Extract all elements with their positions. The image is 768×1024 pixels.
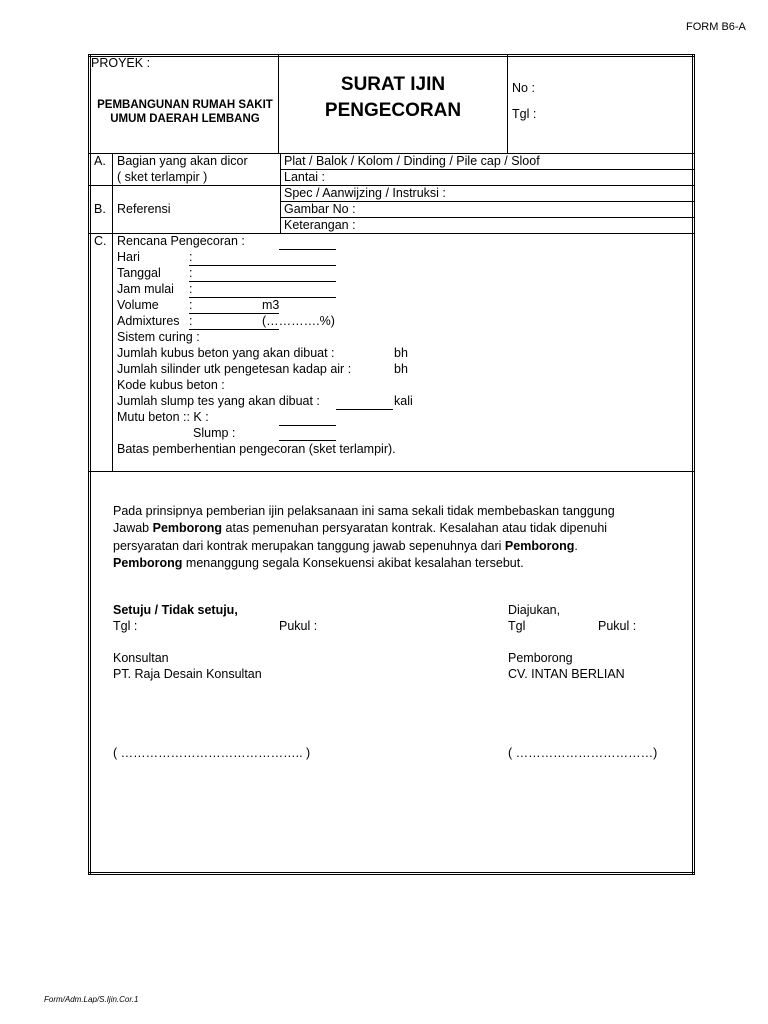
pemborong-company: CV. INTAN BERLIAN — [508, 667, 625, 681]
rencana-label: Rencana Pengecoran : — [117, 234, 245, 248]
pukul-left-label: Pukul : — [279, 619, 318, 633]
slump-tes-line — [336, 409, 393, 410]
volume-unit: m3 — [262, 298, 280, 312]
hari-line — [189, 265, 336, 266]
kubus-unit: bh — [394, 346, 408, 360]
slump-tes-label: Jumlah slump tes yang akan dibuat : — [117, 394, 320, 408]
tgl-field-label: Tgl : — [512, 107, 537, 121]
signature-right: ( ……………………………) — [508, 746, 658, 760]
tanggal-label: Tanggal — [117, 266, 161, 280]
silinder-unit: bh — [394, 362, 408, 376]
mutu-beton-label: Mutu beton :: K : — [117, 410, 209, 424]
section-a-letter: A. — [94, 154, 106, 168]
gambar-field: Gambar No : — [284, 202, 356, 216]
kubus-label: Jumlah kubus beton yang akan dibuat : — [117, 346, 335, 360]
diajukan-label: Diajukan, — [508, 603, 561, 617]
slump-line — [279, 440, 336, 441]
project-name: PEMBANGUNAN RUMAH SAKIT UMUM DAERAH LEMBANG — [97, 99, 273, 125]
statement-line-4: Pemborong menanggung segala Konsekuensi akibat kesalahan tersebut. — [113, 556, 524, 570]
hari-label: Hari — [117, 250, 140, 264]
tgl-right-label: Tgl — [508, 619, 526, 633]
spec-field: Spec / Aanwijzing / Instruksi : — [284, 186, 446, 200]
konsultan-company: PT. Raja Desain Konsultan — [113, 667, 262, 681]
admixtures-line — [189, 329, 279, 330]
footer-code: Form/Adm.Lap/S.Ijin.Cor.1 — [44, 995, 139, 1004]
jam-label: Jam mulai — [117, 282, 174, 296]
statement-line-3: persyaratan dari kontrak merupakan tanggung jawab sepenuhnya dari Pemborong. — [113, 539, 578, 553]
section-a-note: ( sket terlampir ) — [117, 170, 208, 184]
admixtures-percent: (………….%) — [262, 314, 335, 328]
volume-colon: : — [189, 298, 193, 312]
setuju-label: Setuju / Tidak setuju, — [113, 603, 238, 617]
slump-tes-unit: kali — [394, 394, 413, 408]
admixtures-colon: : — [189, 314, 193, 328]
pemborong-label: Pemborong — [508, 651, 573, 665]
section-a-label: Bagian yang akan dicor — [117, 154, 248, 168]
silinder-label: Jumlah silinder utk pengetesan kadap air : — [117, 362, 352, 376]
statement-line-2: Jawab Pemborong atas pemenuhan persyaratan kontrak. Kesalahan atau tidak dipenuhi — [113, 521, 608, 535]
section-b-label: Referensi — [117, 202, 171, 216]
signature-left: ( …………………………………….. ) — [113, 746, 311, 760]
tanggal-colon: : — [189, 266, 193, 280]
mutu-line — [279, 425, 336, 426]
proyek-label: PROYEK : — [91, 56, 151, 70]
section-b-letter: B. — [94, 202, 106, 216]
konsultan-label: Konsultan — [113, 651, 169, 665]
pukul-right-label: Pukul : — [598, 619, 637, 633]
no-field-label: No : — [512, 81, 535, 95]
sistem-curing-label: Sistem curing : — [117, 330, 200, 344]
lantai-field: Lantai : — [284, 170, 326, 184]
hari-colon: : — [189, 250, 193, 264]
admixtures-label: Admixtures — [117, 314, 180, 328]
kode-kubus-label: Kode kubus beton : — [117, 378, 225, 392]
slump-label: Slump : — [193, 426, 236, 440]
volume-label: Volume — [117, 298, 159, 312]
keterangan-field: Keterangan : — [284, 218, 356, 232]
tgl-left-label: Tgl : — [113, 619, 138, 633]
form-code: FORM B6-A — [686, 21, 746, 33]
statement-line-1: Pada prinsipnya pemberian ijin pelaksanaan ini sama sekali tidak membebaskan tanggung — [113, 504, 615, 518]
section-c-letter: C. — [94, 234, 107, 248]
jam-colon: : — [189, 282, 193, 296]
tanggal-line — [189, 281, 336, 282]
page-title: SURAT IJIN PENGECORAN — [324, 74, 462, 121]
element-type-options: Plat / Balok / Kolom / Dinding / Pile cap / Sloof — [284, 154, 540, 168]
batas-label: Batas pemberhentian pengecoran (sket terlampir). — [117, 442, 396, 456]
